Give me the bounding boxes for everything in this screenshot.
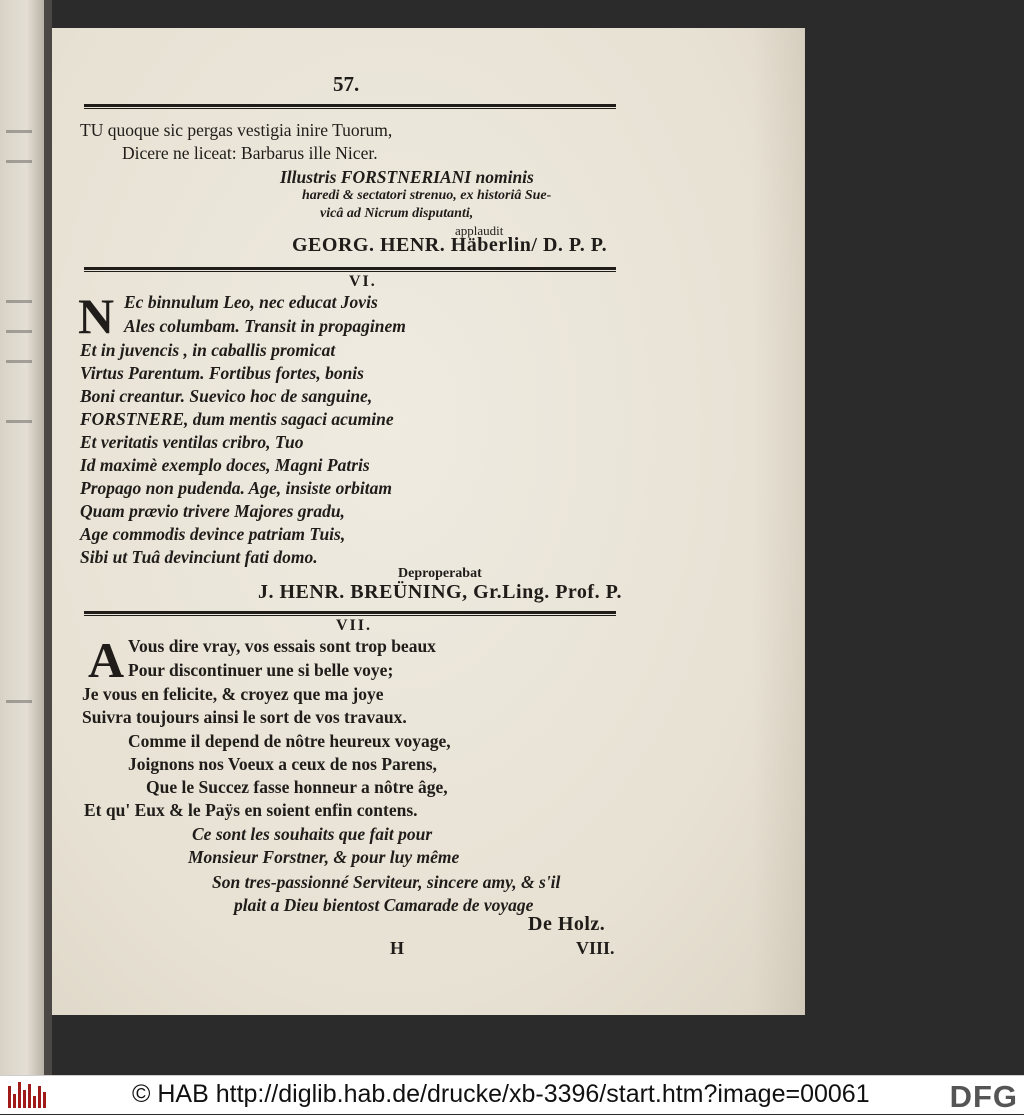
catchword: VIII. [576, 938, 615, 958]
verse-line: Age commodis devince patriam Tuis, [80, 524, 346, 544]
dedication-line: Illustris FORSTNERIANI nominis [280, 167, 534, 187]
ink-mark [6, 160, 32, 163]
ink-mark [6, 330, 32, 333]
verse-line: Monsieur Forstner, & pour luy même [188, 847, 460, 867]
verse-line: Que le Succez fasse honneur a nôtre âge, [146, 777, 448, 797]
author-signature: J. HENR. BREÜNING, Gr.Ling. Prof. P. [258, 581, 622, 603]
author-signature: De Holz. [528, 913, 606, 935]
previous-page-edge [0, 0, 44, 1075]
ink-mark [6, 700, 32, 703]
verse-line: Suivra toujours ainsi le sort de vos travaux. [82, 707, 407, 727]
drop-cap: A [88, 632, 125, 688]
signature-mark: H [390, 938, 405, 958]
verse-line: Je vous en felicite, & croyez que ma joye [82, 684, 384, 704]
verse-line: Ec binnulum Leo, nec educat Jovis [124, 292, 378, 312]
verse-line: Quam prævio trivere Majores gradu, [80, 501, 345, 521]
verse-line: Boni creantur. Suevico hoc de sanguine, [80, 386, 373, 406]
hab-logo-icon [8, 1082, 48, 1108]
ink-mark [6, 130, 32, 133]
verse-line: Ales columbam. Transit in propaginem [124, 316, 406, 336]
verse-line: TU quoque sic pergas vestigia inire Tuorum, [80, 120, 393, 140]
page-number: 57. [333, 72, 360, 96]
scanned-page [52, 28, 804, 1015]
copyright-link[interactable]: © HAB http://diglib.hab.de/drucke/xb-3396/start.htm?image=00061 [132, 1080, 870, 1108]
section-number: VI. [349, 273, 377, 290]
verse-line: Et qu' Eux & le Paÿs en soient enfin contens. [84, 800, 418, 820]
page-edge-shade [752, 28, 804, 1015]
verse-line: Vous dire vray, vos essais sont trop beaux [128, 636, 436, 656]
verse-line: Et veritatis ventilas cribro, Tuo [80, 432, 304, 452]
dedication-line: applaudit [455, 223, 504, 238]
closing-word: Deproperabat [398, 566, 482, 581]
verse-line: Id maximè exemplo doces, Magni Patris [80, 455, 370, 475]
verse-line: Et in juvencis , in caballis promicat [80, 340, 336, 360]
verse-line: Pour discontinuer une si belle voye; [128, 660, 394, 680]
verse-line: Ce sont les souhaits que fait pour [192, 824, 433, 844]
ink-mark [6, 300, 32, 303]
verse-line: Dicere ne liceat: Barbarus ille Nicer. [122, 143, 378, 163]
dedication-line: haredi & sectatori strenuo, ex historiâ Sue- [302, 188, 552, 203]
verse-line: FORSTNERE, dum mentis sagaci acumine [80, 409, 394, 429]
section-number: VII. [336, 617, 373, 634]
verse-line: Comme il depend de nôtre heureux voyage, [128, 731, 451, 751]
verse-line: Sibi ut Tuâ devinciunt fati domo. [80, 547, 318, 567]
book-gutter [44, 0, 52, 1075]
verse-line: plait a Dieu bientost Camarade de voyage [234, 895, 534, 915]
ink-mark [6, 420, 32, 423]
verse-line: Propago non pudenda. Age, insiste orbitam [80, 478, 392, 498]
viewer-footer [0, 1075, 1024, 1114]
dfg-logo: DFG [949, 1079, 1018, 1114]
author-signature: GEORG. HENR. Häberlin/ D. P. P. [292, 234, 608, 256]
verse-line: Virtus Parentum. Fortibus fortes, bonis [80, 363, 364, 383]
verse-line: Son tres-passionné Serviteur, sincere amy, & s'il [212, 872, 561, 892]
double-rule [84, 104, 616, 109]
verse-line: Joignons nos Voeux a ceux de nos Parens, [128, 754, 437, 774]
drop-cap: N [78, 288, 115, 344]
double-rule [84, 611, 616, 616]
ink-mark [6, 360, 32, 363]
dedication-line: vicâ ad Nicrum disputanti, [320, 206, 474, 221]
double-rule [84, 267, 616, 272]
